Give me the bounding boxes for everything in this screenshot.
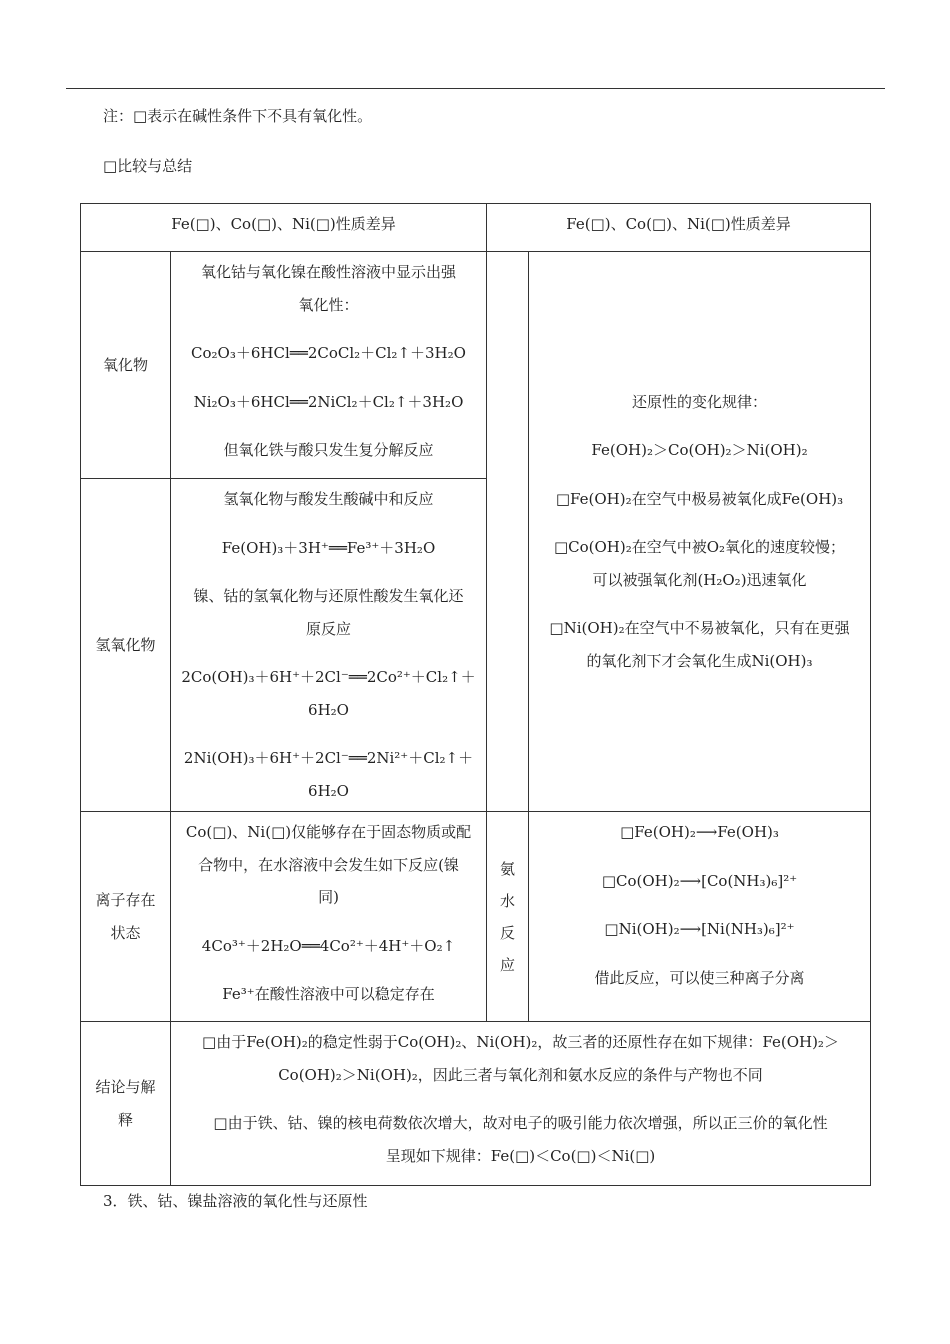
section-caption: 3．铁、钴、镍盐溶液的氧化性与还原性 (103, 1192, 368, 1210)
reduction-p3-b: 的氧化剂下才会氧化生成Ni(OH)₃ (586, 651, 813, 670)
ion-outro: Fe³⁺在酸性溶液中可以稳定存在 (222, 985, 435, 1003)
header-right: Fe(□)、Co(□)、Ni(□)性质差异 (487, 204, 871, 252)
oxide-intro-a: 氧化钴与氧化镍在酸性溶液中显示出强 (200, 263, 456, 281)
ammonia-label-1: 氨 (499, 859, 515, 878)
hydroxide-eq2-b: 6H₂O (308, 700, 349, 719)
ion-intro-a: Co(□)、Ni(□)仅能够存在于固态物质或配 (185, 823, 472, 841)
ion-label (81, 812, 171, 1022)
hydroxide-eq3-b: 6H₂O (308, 781, 349, 800)
conclusion-p1-a: □由于Fe(OH)₂的稳定性弱于Co(OH)₂、Ni(OH)₂，故三者的还原性存在如下规律：Fe(OH)₂＞ (202, 1033, 839, 1051)
reduction-title: 还原性的变化规律： (631, 392, 767, 411)
ammonia-label-2: 水 (499, 891, 515, 910)
table-row-conclusion (81, 1022, 871, 1186)
reduction-p2-a: □Co(OH)₂在空气中被O₂氧化的速度较慢； (553, 538, 846, 557)
hydroxide-intro: 氢氧化物与酸发生酸碱中和反应 (223, 490, 434, 508)
ion-label-a: 离子存在 (95, 891, 156, 909)
conclusion-label (81, 1022, 171, 1186)
hydroxide-label: 氢氧化物 (81, 479, 171, 812)
oxide-eq1: Co₂O₃＋6HCl══2CoCl₂＋Cl₂↑＋3H₂O (191, 344, 466, 362)
hydroxide-eq3-a: 2Ni(OH)₃＋6H⁺＋2Cl⁻══2Ni²⁺＋Cl₂↑＋ (183, 749, 474, 767)
ammonia-r3: □Ni(OH)₂⟶[Ni(NH₃)₆]²⁺ (604, 920, 795, 938)
conclusion-p2-b: 呈现如下规律：Fe(□)＜Co(□)＜Ni(□) (385, 1146, 656, 1165)
conclusion-cell (171, 1022, 871, 1186)
ammonia-r2: □Co(OH)₂⟶[Co(NH₃)₆]²⁺ (601, 871, 798, 890)
ammonia-outro: 借此反应，可以使三种离子分离 (594, 968, 805, 987)
conclusion-p1-b: Co(OH)₂＞Ni(OH)₂，因此三者与氧化剂和氨水反应的条件与产物也不同 (278, 1065, 763, 1084)
header-rule (66, 88, 885, 89)
hydroxide-eq1: Fe(OH)₃＋3H⁺══Fe³⁺＋3H₂O (221, 538, 436, 557)
reduction-order: Fe(OH)₂＞Co(OH)₂＞Ni(OH)₂ (591, 441, 808, 460)
ion-label-b: 状态 (110, 923, 141, 942)
oxide-eq2: Ni₂O₃＋6HCl══2NiCl₂＋Cl₂↑＋3H₂O (193, 392, 464, 411)
ion-intro-c: 同) (318, 888, 339, 906)
header-left: Fe(□)、Co(□)、Ni(□)性质差异 (81, 204, 487, 252)
oxide-intro-b: 氧化性： (298, 295, 359, 314)
ammonia-label-4: 应 (499, 955, 515, 974)
ion-intro-b: 合物中，在水溶液中会发生如下反应(镍 (198, 855, 459, 874)
hydroxide-mid-b: 原反应 (305, 619, 351, 638)
oxide-cell (171, 252, 487, 479)
reduction-p3-a: □Ni(OH)₂在空气中不易被氧化，只有在更强 (549, 619, 850, 638)
reduction-cell (529, 252, 871, 812)
conclusion-label-b: 释 (117, 1110, 133, 1129)
ammonia-label-3: 反 (499, 923, 515, 942)
reduction-p2-b: 可以被强氧化剂(H₂O₂)迅速氧化 (592, 570, 807, 589)
table-row-oxide (81, 252, 871, 479)
reduction-p1: □Fe(OH)₂在空气中极易被氧化成Fe(OH)₃ (555, 489, 844, 508)
hydroxide-cell (171, 479, 487, 812)
ammonia-cell (529, 812, 871, 1022)
ammonia-label (487, 812, 529, 1022)
hydroxide-mid-a: 镍、钴的氢氧化物与还原性酸发生氧化还 (193, 587, 464, 605)
ammonia-r1: □Fe(OH)₂⟶Fe(OH)₃ (620, 823, 779, 841)
comparison-table (80, 203, 871, 1186)
note-text: 注：□表示在碱性条件下不具有氧化性。 (103, 107, 373, 125)
conclusion-label-a: 结论与解 (95, 1078, 156, 1096)
oxide-outro: 但氧化铁与酸只发生复分解反应 (223, 441, 434, 459)
section-heading: □比较与总结 (103, 157, 193, 175)
conclusion-p2-a: □由于铁、钴、镍的核电荷数依次增大，故对电子的吸引能力依次增强，所以正三价的氧化性 (213, 1114, 828, 1132)
ion-eq: 4Co³⁺＋2H₂O══4Co²⁺＋4H⁺＋O₂↑ (201, 936, 456, 955)
ion-cell (171, 812, 487, 1022)
table-row-ion (81, 812, 871, 1022)
hydroxide-eq2-a: 2Co(OH)₃＋6H⁺＋2Cl⁻══2Co²⁺＋Cl₂↑＋ (181, 668, 476, 686)
oxide-label: 氧化物 (81, 252, 171, 479)
reduction-spacer (487, 252, 529, 812)
table-header-row (81, 204, 871, 252)
